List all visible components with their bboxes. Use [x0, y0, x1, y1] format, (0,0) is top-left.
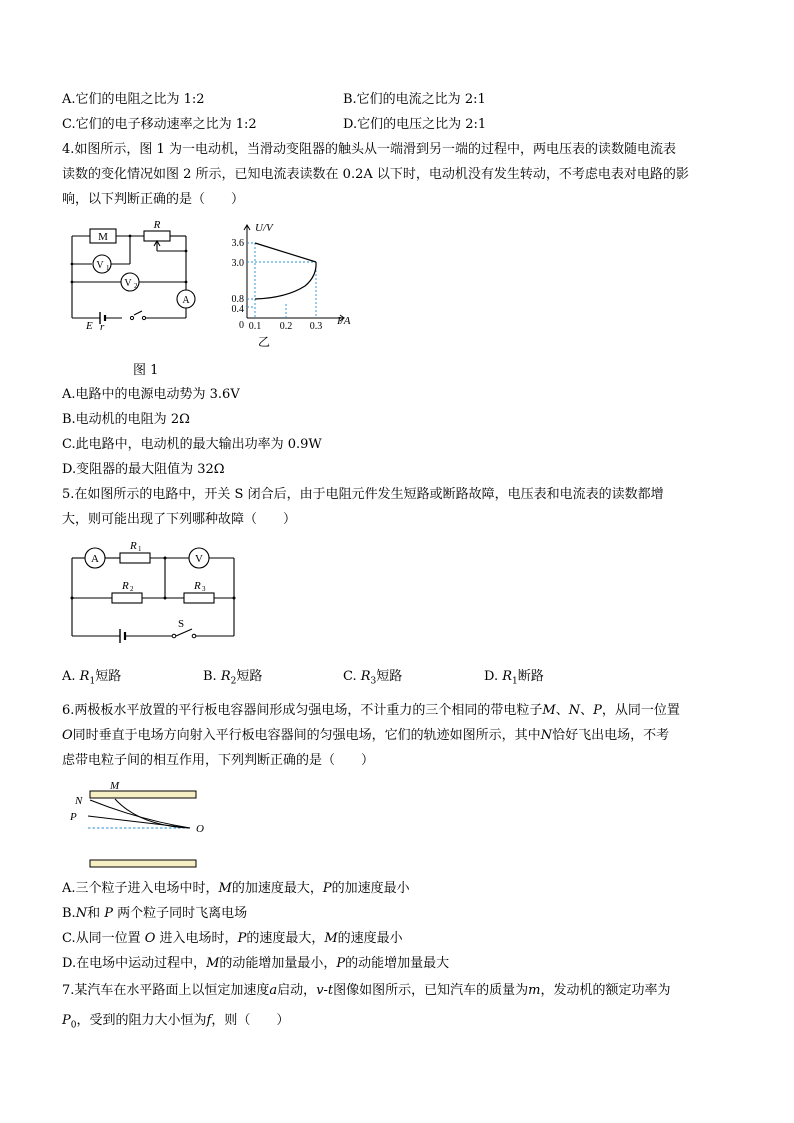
- q3-option-a: A.它们的电阻之比为 1:2: [62, 92, 205, 107]
- origin-label: 0: [239, 320, 244, 331]
- v1-sub: 1: [106, 264, 110, 272]
- q5-stem-line2: 大，则可能出现了下列哪种故障（ ）: [62, 512, 297, 527]
- label-o: O: [196, 823, 204, 835]
- q5-option-b: B. $R_2$短路: [203, 669, 263, 687]
- q4-stem-line1: 4.如图所示，图 1 为一电动机，当滑动变阻器的触头从一端滑到另一端的过程中，两电压表的读数随电流表: [62, 142, 676, 157]
- q6-option-b: B.N和 P 两个粒子同时飞离电场: [62, 906, 248, 921]
- x-tick-0.2: 0.2: [279, 321, 293, 332]
- resistor-label: R: [153, 219, 161, 231]
- q4-figure2-caption: 乙: [258, 335, 271, 349]
- resistor-r2: [112, 593, 142, 603]
- q6-option-d: D.在电场中运动过程中，M的动能增加量最小，P的动能增加量最大: [62, 956, 450, 971]
- r3-sub: 3: [202, 585, 206, 593]
- y-axis-label: U/V: [255, 222, 273, 234]
- resistor-r: [144, 231, 170, 241]
- q4-ui-graph: [225, 222, 365, 337]
- voltmeter-label: V: [195, 553, 203, 565]
- trajectory-n: [90, 800, 190, 828]
- q4-option-c: C.此电路中，电动机的最大输出功率为 0.9W: [62, 437, 322, 452]
- y-tick-0.4: 0.4: [231, 304, 244, 315]
- q4-stem-line3: 响，以下判断正确的是（ ）: [62, 192, 245, 207]
- q6-stem-line1: 6.两极板水平放置的平行板电容器间形成匀强电场，不计重力的三个相同的带电粒子M、N、P，从同一位置: [62, 703, 680, 718]
- x-tick-0.3: 0.3: [309, 321, 323, 332]
- switch-label: S: [178, 618, 185, 630]
- q6-stem-line3: 虑带电粒子间的相互作用，下列判断正确的是（ ）: [62, 753, 375, 768]
- trajectory-p: [88, 816, 190, 828]
- internal-r-label: r: [100, 321, 105, 333]
- q5-option-c: C. $R_3$短路: [343, 669, 403, 687]
- q5-option-a: A. $R_1$短路: [62, 669, 122, 687]
- q3-option-c: C.它们的电子移动速率之比为 1:2: [62, 117, 257, 132]
- q5-circuit-diagram: [62, 538, 240, 643]
- r3-label: R: [194, 580, 201, 592]
- q4-circuit-diagram: [60, 218, 200, 333]
- q7-stem-line1: 7.某汽车在水平路面上以恒定加速度a启动，v-t图像如图所示，已知汽车的质量为m，发动机的额定功率为: [62, 983, 671, 998]
- v1-label: V: [96, 260, 104, 271]
- v2-sub: 2: [134, 282, 138, 290]
- q4-option-d: D.变阻器的最大阻值为 32Ω: [62, 462, 225, 477]
- r2-label: R: [122, 580, 129, 592]
- label-p: P: [70, 811, 77, 823]
- q6-capacitor-diagram: [70, 778, 220, 870]
- q6-option-a: A.三个粒子进入电场中时，M的加速度最大，P的加速度最小: [62, 881, 410, 896]
- r1-sub: 1: [138, 545, 142, 553]
- r1-label: R: [130, 540, 137, 552]
- q6-option-c: C.从同一位置 O 进入电场时，P的速度最大，M的速度最小: [62, 931, 403, 946]
- resistor-r3: [184, 593, 214, 603]
- q3-option-d: D.它们的电压之比为 2:1: [343, 117, 487, 132]
- emf-label: E: [86, 320, 93, 332]
- x-tick-0.1: 0.1: [248, 321, 262, 332]
- v2-line: [255, 243, 316, 262]
- ammeter-label: A: [91, 553, 99, 565]
- v1-curve: [255, 262, 316, 299]
- y-tick-3.0: 3.0: [231, 258, 244, 269]
- q6-stem-line2: O同时垂直于电场方向射入平行板电容器间的匀强电场，它们的轨迹如图所示，其中N恰好飞出电场，不考: [62, 728, 670, 743]
- y-tick-3.6: 3.6: [231, 238, 244, 249]
- q7-stem-line2: $P_0$，受到的阻力大小恒为f，则（ ）: [62, 1013, 290, 1031]
- label-m: M: [110, 780, 120, 792]
- q4-figure1-caption: 图 1: [133, 363, 159, 378]
- q3-option-b: B.它们的电流之比为 2:1: [343, 92, 486, 107]
- label-n: N: [75, 795, 83, 807]
- v2-label: V: [124, 278, 132, 289]
- q5-option-d: D. $R_1$断路: [484, 669, 544, 687]
- q4-option-b: B.电动机的电阻为 2Ω: [62, 412, 190, 427]
- r2-sub: 2: [130, 585, 134, 593]
- q5-stem-line1: 5.在如图所示的电路中，开关 S 闭合后，由于电阻元件发生短路或断路故障，电压表和电流表的读数都增: [62, 487, 664, 502]
- resistor-r1: [120, 553, 150, 563]
- x-axis-label: I/A: [337, 315, 351, 327]
- q4-stem-line2: 读数的变化情况如图 2 所示，已知电流表读数在 0.2A 以下时，电动机没有发生转动，不考虑电表对电路的影: [62, 167, 689, 182]
- motor-label: M: [98, 231, 108, 243]
- y-tick-0.8: 0.8: [231, 294, 244, 305]
- q4-option-a: A.电路中的电源电动势为 3.6V: [62, 387, 240, 402]
- ammeter-label: A: [182, 295, 190, 306]
- bottom-plate: [90, 860, 196, 867]
- top-plate: [90, 791, 196, 798]
